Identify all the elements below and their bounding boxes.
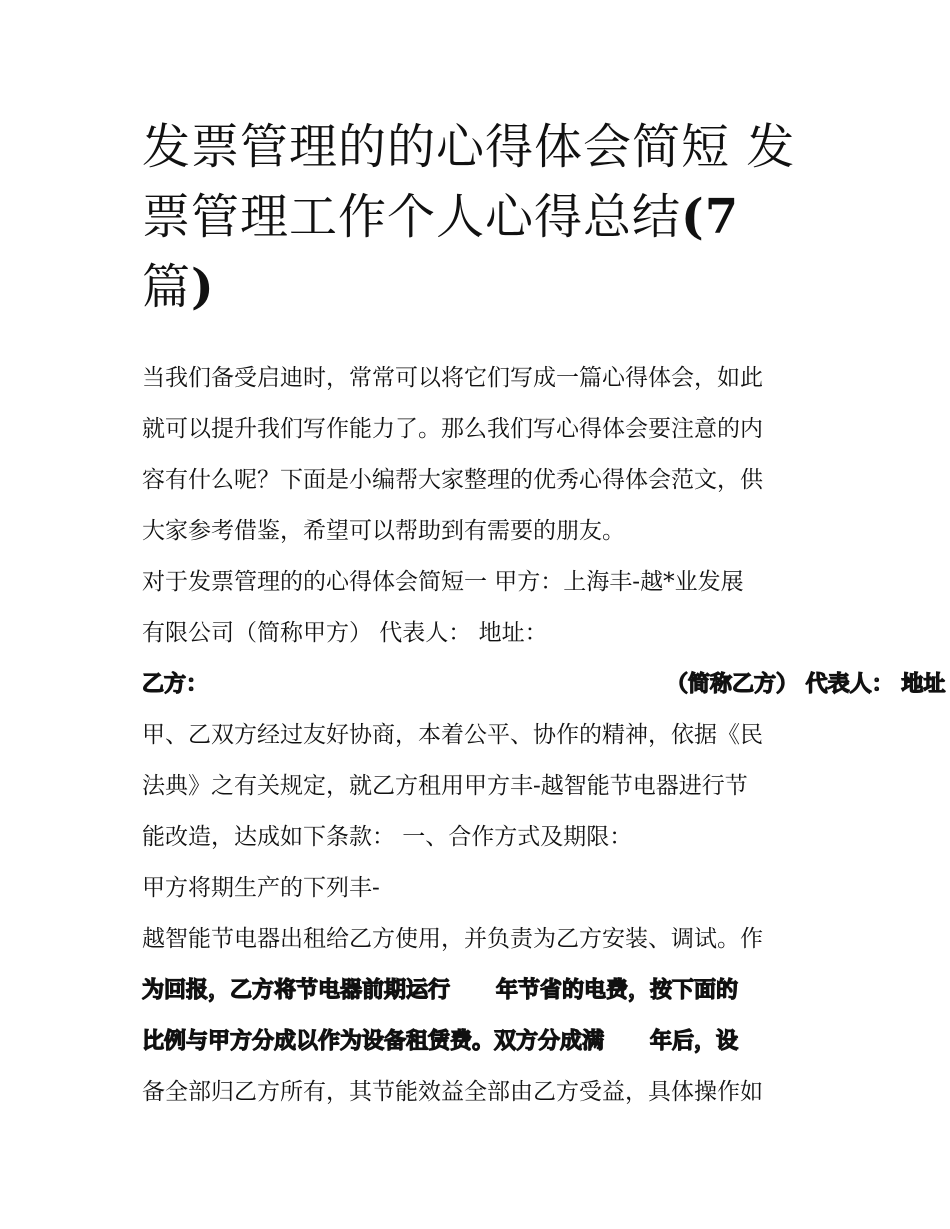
intro-line-3: 容有什么呢？下面是小编帮大家整理的优秀心得体会范文，供 (142, 467, 763, 493)
title-line-2 (142, 182, 822, 252)
body-line-8: 越智能节电器出租给乙方使用，并负责为乙方安装、调试。作 (142, 926, 763, 952)
party-b-abbrev: （简称乙方） 代表人： 地址 (666, 672, 946, 697)
intro-line-2: 就可以提升我们写作能力了。那么我们写心得体会要注意的内 (142, 416, 763, 442)
body-line-9 (142, 975, 738, 1006)
title-line-3 (142, 252, 822, 322)
document-title (142, 112, 822, 322)
body-line-6: 能改造，达成如下条款： 一、合作方式及期限： (142, 824, 633, 850)
title-line-3-text: 篇 (142, 259, 192, 315)
party-b-label: 乙方： (142, 672, 209, 697)
body-line-1: 对于发票管理的的心得体会简短一 甲方：上海丰-越*业发展 (142, 569, 744, 595)
intro-line-4: 大家参考借鉴，希望可以帮助到有需要的朋友。 (142, 518, 625, 544)
title-line-2-text: 票管理工作个人心得总结 (142, 189, 682, 245)
title-line-1: 发票管理的的心得体会简短 发 (142, 119, 796, 175)
return-clause-text: 为回报，乙方将节电器前期运行 (142, 978, 451, 1003)
return-clause-text-2: 年节省的电费，按下面的 (496, 978, 739, 1003)
body-line-7: 甲方将期生产的下列丰- (142, 875, 380, 901)
body-line-4: 甲、乙双方经过友好协商，本着公平、协作的精神，依据《民 (142, 722, 763, 748)
title-line-2-count: (7 (681, 189, 740, 245)
ratio-clause-text: 比例与甲方分成以作为设备租赁费。双方分成满 (142, 1029, 605, 1054)
title-line-3-paren: ) (191, 259, 215, 315)
body-line-3 (142, 669, 950, 700)
ratio-clause-text-2: 年后，设 (650, 1029, 739, 1054)
body-line-5: 法典》之有关规定，就乙方租用甲方丰-越智能节电器进行节 (142, 773, 748, 799)
body-line-2: 有限公司（简称甲方） 代表人： 地址： (142, 620, 548, 646)
body-line-11: 备全部归乙方所有，其节能效益全部由乙方受益，具体操作如 (142, 1079, 763, 1105)
body-line-10 (142, 1026, 738, 1057)
intro-line-1: 当我们备受启迪时，常常可以将它们写成一篇心得体会，如此 (142, 365, 763, 391)
